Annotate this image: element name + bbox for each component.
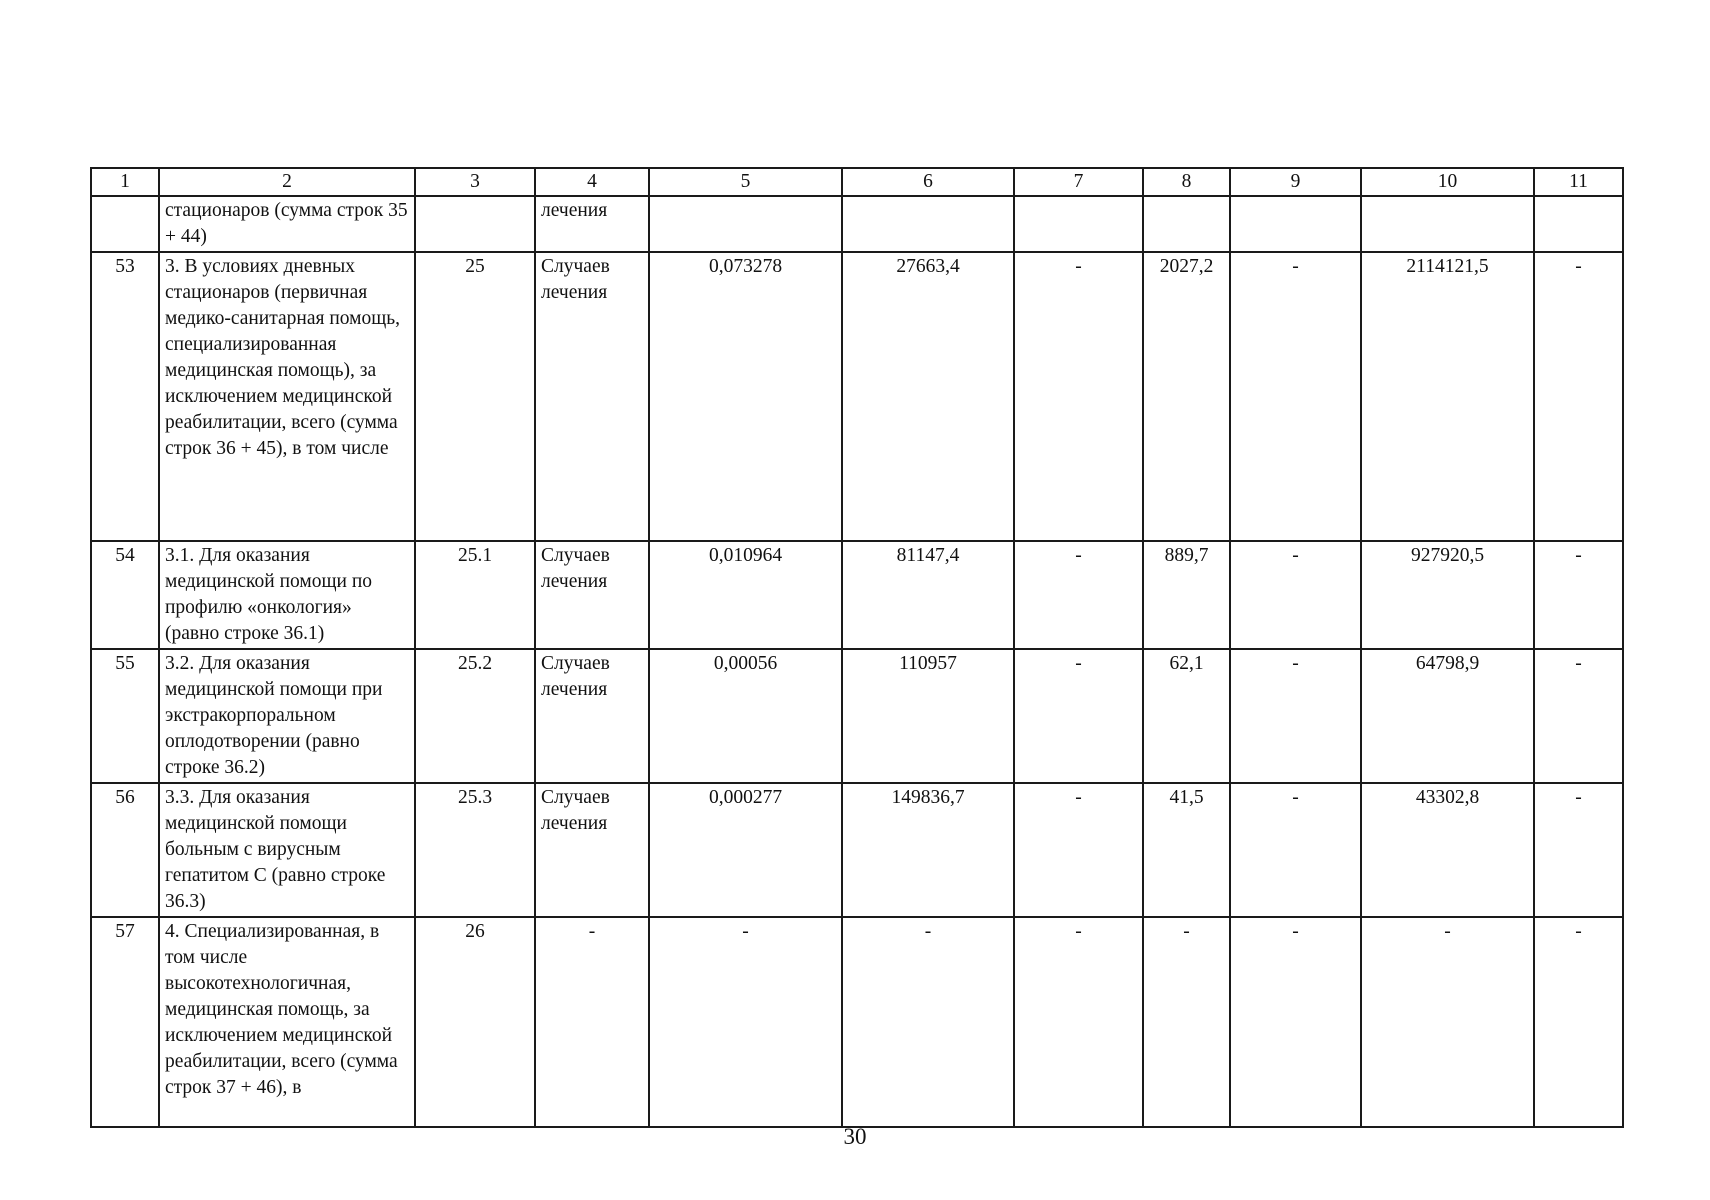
row-number-cell: 54	[91, 541, 159, 649]
row-number-cell: 53	[91, 252, 159, 541]
row-unit-cell: Случаев лечения	[535, 541, 649, 649]
row-col7-cell: -	[1014, 917, 1143, 1127]
row-col7-cell: -	[1014, 649, 1143, 783]
table-row	[91, 649, 1623, 783]
column-number-8: 8	[1143, 168, 1230, 196]
row-number-cell: 56	[91, 783, 159, 917]
row-col6-cell: 27663,4	[842, 252, 1014, 541]
column-number-3: 3	[415, 168, 535, 196]
row-col8-cell: 62,1	[1143, 649, 1230, 783]
row-description-cell: 3. В условиях дневных стационаров (первичная медико-санитарная помощь, специализированная медицинская помощь), за исключением медицинской реабилитации, всего (сумма строк 36 + 45), в том числе	[159, 252, 415, 541]
row-col6-cell: 81147,4	[842, 541, 1014, 649]
row-col7-cell: -	[1014, 541, 1143, 649]
table-row	[91, 196, 1623, 252]
row-col11-cell: -	[1534, 541, 1623, 649]
row-description-cell: 4. Специализированная, в том числе высокотехнологичная, медицинская помощь, за исключением медицинской реабилитации, всего (сумма строк 37 + 46), в	[159, 917, 415, 1127]
column-number-5: 5	[649, 168, 842, 196]
row-col5-cell: 0,000277	[649, 783, 842, 917]
row-code-cell: 26	[415, 917, 535, 1127]
column-number-1: 1	[91, 168, 159, 196]
row-col9-cell: -	[1230, 541, 1361, 649]
column-number-2: 2	[159, 168, 415, 196]
row-col11-cell: -	[1534, 252, 1623, 541]
data-table	[90, 167, 1624, 1128]
page-number: 30	[843, 1124, 867, 1149]
row-col8-cell: 2027,2	[1143, 252, 1230, 541]
row-number-cell: 55	[91, 649, 159, 783]
row-col7-cell: -	[1014, 783, 1143, 917]
table-row	[91, 541, 1623, 649]
table-row	[91, 917, 1623, 1127]
row-col10-cell	[1361, 196, 1534, 252]
row-col10-cell: -	[1361, 917, 1534, 1127]
column-number-6: 6	[842, 168, 1014, 196]
row-col6-cell	[842, 196, 1014, 252]
row-number-cell	[91, 196, 159, 252]
column-number-4: 4	[535, 168, 649, 196]
row-col5-cell: 0,073278	[649, 252, 842, 541]
row-code-cell: 25.3	[415, 783, 535, 917]
table-row	[91, 783, 1623, 917]
row-unit-cell: -	[535, 917, 649, 1127]
row-col10-cell: 2114121,5	[1361, 252, 1534, 541]
row-unit-cell: лечения	[535, 196, 649, 252]
row-col6-cell: 149836,7	[842, 783, 1014, 917]
row-unit-cell: Случаев лечения	[535, 649, 649, 783]
row-col5-cell: -	[649, 917, 842, 1127]
row-code-cell: 25.2	[415, 649, 535, 783]
table-row	[91, 252, 1623, 541]
row-unit-cell: Случаев лечения	[535, 252, 649, 541]
column-number-9: 9	[1230, 168, 1361, 196]
row-unit-cell: Случаев лечения	[535, 783, 649, 917]
row-col11-cell: -	[1534, 917, 1623, 1127]
table-header-row	[91, 168, 1623, 196]
row-col8-cell	[1143, 196, 1230, 252]
row-col6-cell: -	[842, 917, 1014, 1127]
row-description-cell: стационаров (сумма строк 35 + 44)	[159, 196, 415, 252]
row-description-cell: 3.3. Для оказания медицинской помощи больным с вирусным гепатитом С (равно строке 36.3)	[159, 783, 415, 917]
row-col5-cell	[649, 196, 842, 252]
row-col6-cell: 110957	[842, 649, 1014, 783]
column-number-11: 11	[1534, 168, 1623, 196]
row-col5-cell: 0,010964	[649, 541, 842, 649]
row-col7-cell	[1014, 196, 1143, 252]
row-col10-cell: 64798,9	[1361, 649, 1534, 783]
row-col5-cell: 0,00056	[649, 649, 842, 783]
row-col9-cell: -	[1230, 649, 1361, 783]
row-col11-cell: -	[1534, 649, 1623, 783]
row-col9-cell: -	[1230, 917, 1361, 1127]
row-col11-cell	[1534, 196, 1623, 252]
row-number-cell: 57	[91, 917, 159, 1127]
row-col8-cell: 41,5	[1143, 783, 1230, 917]
row-code-cell: 25	[415, 252, 535, 541]
row-description-cell: 3.2. Для оказания медицинской помощи при экстракорпоральном оплодотворении (равно строке 36.2)	[159, 649, 415, 783]
row-col10-cell: 43302,8	[1361, 783, 1534, 917]
row-description-cell: 3.1. Для оказания медицинской помощи по профилю «онкология» (равно строке 36.1)	[159, 541, 415, 649]
row-col10-cell: 927920,5	[1361, 541, 1534, 649]
column-number-10: 10	[1361, 168, 1534, 196]
row-col8-cell: -	[1143, 917, 1230, 1127]
row-code-cell	[415, 196, 535, 252]
row-col9-cell	[1230, 196, 1361, 252]
row-col8-cell: 889,7	[1143, 541, 1230, 649]
column-number-7: 7	[1014, 168, 1143, 196]
row-col11-cell: -	[1534, 783, 1623, 917]
row-col9-cell: -	[1230, 252, 1361, 541]
row-col9-cell: -	[1230, 783, 1361, 917]
row-code-cell: 25.1	[415, 541, 535, 649]
row-col7-cell: -	[1014, 252, 1143, 541]
